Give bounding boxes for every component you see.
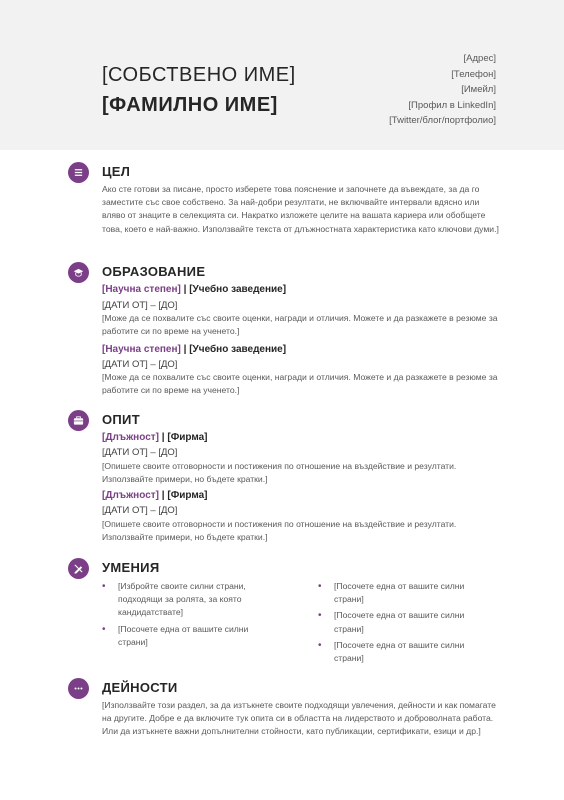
education-entry-2-dates[interactable]: [ДАТИ ОТ] – [ДО] — [102, 359, 178, 370]
company[interactable]: [Фирма] — [167, 432, 208, 443]
skills-list-left — [102, 580, 268, 652]
separator: | — [159, 432, 168, 443]
last-name[interactable]: [ФАМИЛНО ИМЕ] — [102, 94, 278, 116]
skill-item[interactable]: • [Избройте своите силни страни, подходящи за ролята, за която кандидатствате] — [102, 580, 268, 620]
separator: | — [180, 344, 190, 355]
skills-title: УМЕНИЯ — [102, 560, 160, 575]
separator: | — [159, 490, 168, 501]
pencil-ruler-icon — [68, 558, 89, 579]
position[interactable]: [Длъжност] — [102, 490, 159, 501]
activities-text[interactable]: [Използвайте този раздел, за да изтъкнете своите подходящи увлечения, дейности и как помагате на другите. Добре е да включите тук опита си в областта на лидерството и доброволната работа. Или да изтъкнете важни допълнителни стойности, като публикации, сертификати, езици и др.] — [102, 700, 496, 737]
degree[interactable]: [Научна степен] — [102, 344, 181, 355]
education-entry-1-dates[interactable]: [ДАТИ ОТ] – [ДО] — [102, 300, 178, 311]
first-name[interactable]: [СОБСТВЕНО ИМЕ] — [102, 64, 296, 86]
graduation-cap-icon — [68, 262, 89, 283]
experience-entry-2-desc[interactable]: [Опишете своите отговорности и постижения по отношение на въздействие и резултати. Използвайте примери, но бъдете кратки.] — [102, 519, 457, 543]
objective-text[interactable]: Ако сте готови за писане, просто изберете това пояснение и започнете да въвеждате, за да го заместите със свое собствено. За най-добри резултати, не включвайте интервали вдясно или вляво от знаците в селекцията си. Накратко изложете целите на вашата кариера или обобщете това, което е най-важно. Използвайте текста от длъжностната характеристика като ключови думи.] — [102, 184, 499, 234]
experience-entry-2-dates[interactable]: [ДАТИ ОТ] – [ДО] — [102, 505, 178, 516]
experience-title: ОПИТ — [102, 412, 140, 427]
contact-info — [389, 51, 496, 129]
skills-list-right — [318, 580, 484, 668]
objective-title: ЦЕЛ — [102, 164, 131, 179]
education-entry-2-desc[interactable]: [Може да се похвалите със своите оценки, награди и отличия. Можете и да разкажете в резюме за работите си по време на ученето.] — [102, 372, 498, 396]
contact-linkedin[interactable]: [Профил в LinkedIn] — [408, 99, 496, 111]
activities-title: ДЕЙНОСТИ — [102, 680, 178, 695]
school[interactable]: [Учебно заведение] — [189, 284, 287, 295]
separator: | — [180, 284, 190, 295]
contact-phone[interactable]: [Телефон] — [451, 68, 496, 80]
skill-item[interactable]: • [Посочете една от вашите силни страни] — [318, 609, 484, 635]
list-icon — [68, 162, 89, 183]
degree[interactable]: [Научна степен] — [102, 284, 181, 295]
position[interactable]: [Длъжност] — [102, 432, 159, 443]
contact-address[interactable]: [Адрес] — [463, 53, 496, 64]
skill-item[interactable]: • [Посочете една от вашите силни страни] — [318, 580, 484, 606]
education-entry-2-head — [102, 344, 286, 355]
contact-twitter-blog[interactable]: [Twitter/блог/портфолио] — [389, 115, 496, 126]
contact-email[interactable]: [Имейл] — [461, 84, 496, 95]
experience-entry-2-head — [102, 490, 208, 501]
education-entry-1-head — [102, 284, 286, 295]
school[interactable]: [Учебно заведение] — [189, 344, 287, 355]
experience-entry-1-desc[interactable]: [Опишете своите отговорности и постижения по отношение на въздействие и резултати. Използвайте примери, но бъдете кратки.] — [102, 461, 457, 485]
more-dots-icon — [68, 678, 89, 699]
company[interactable]: [Фирма] — [167, 490, 208, 501]
skill-item[interactable]: • [Посочете една от вашите силни страни] — [102, 623, 268, 649]
skill-item[interactable]: • [Посочете една от вашите силни страни] — [318, 639, 484, 665]
briefcase-icon — [68, 410, 89, 431]
education-entry-1-desc[interactable]: [Може да се похвалите със своите оценки, награди и отличия. Можете и да разкажете в резюме за работите си по време на ученето.] — [102, 313, 498, 337]
education-title: ОБРАЗОВАНИЕ — [102, 264, 206, 279]
experience-entry-1-dates[interactable]: [ДАТИ ОТ] – [ДО] — [102, 447, 178, 458]
experience-entry-1-head — [102, 432, 208, 443]
